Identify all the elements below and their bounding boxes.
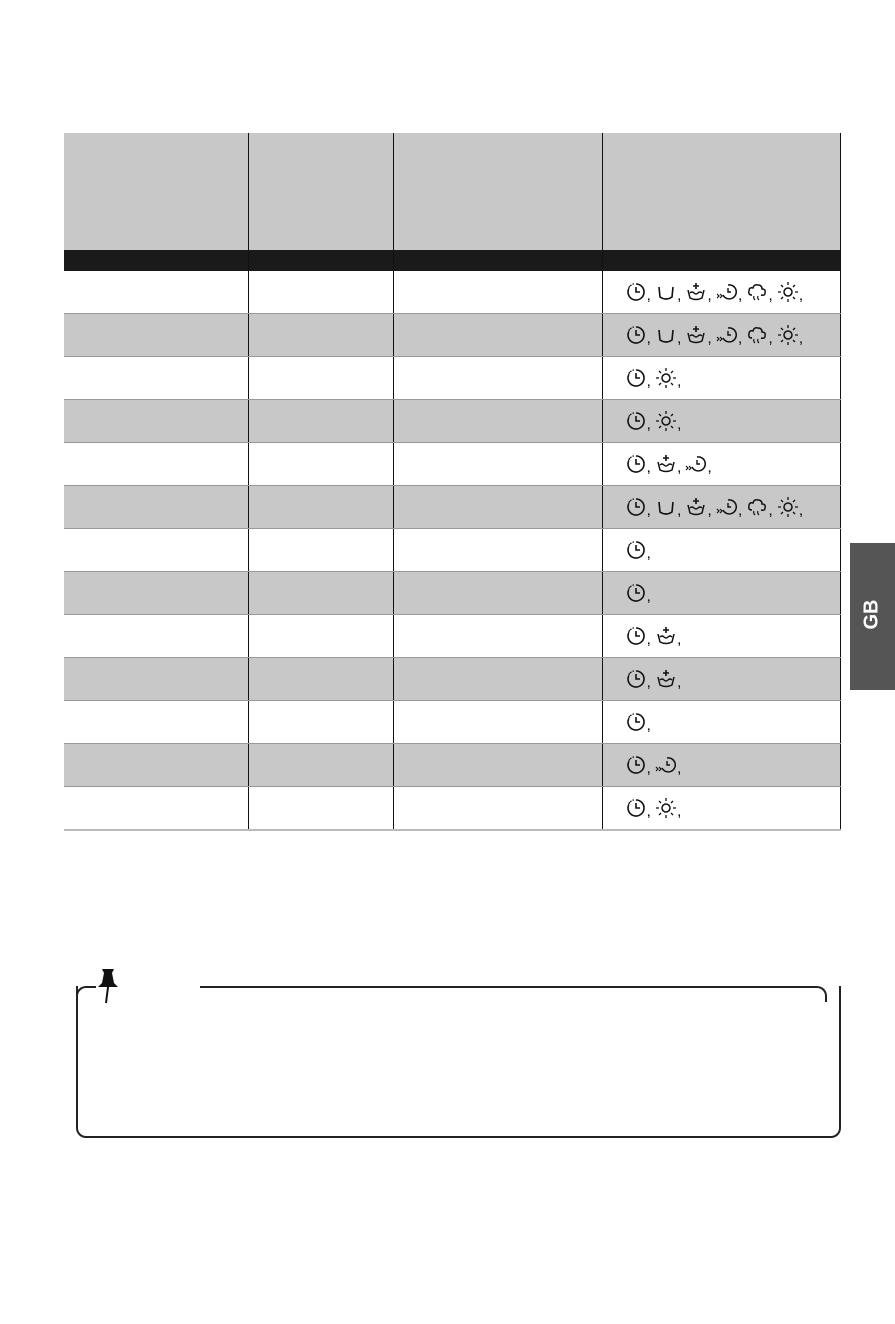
- table-cell: [602, 529, 840, 572]
- option-icons: [603, 625, 840, 647]
- separator-comma: ,: [707, 459, 712, 476]
- quick-icon: [655, 754, 677, 776]
- separator-comma: ,: [676, 459, 682, 476]
- quick-icon: [716, 281, 738, 303]
- timer-icon: [625, 797, 647, 819]
- table-cell: [393, 314, 602, 357]
- language-tab: [850, 543, 895, 690]
- table-cell: [602, 443, 840, 486]
- table-cell: [602, 744, 840, 787]
- separator-comma: ,: [768, 287, 773, 304]
- table-cell: [248, 787, 393, 831]
- language-tab-label: GB: [860, 599, 883, 630]
- separator-comma: ,: [646, 330, 651, 347]
- option-icons: [603, 668, 840, 690]
- separator-comma: ,: [768, 502, 773, 519]
- table-cell: [64, 314, 248, 357]
- table-cell: [393, 357, 602, 400]
- option-icons: [603, 367, 840, 389]
- table-cell: [248, 701, 393, 744]
- timer-icon: [625, 668, 647, 690]
- table-cell: [248, 314, 393, 357]
- table-cell: [393, 572, 602, 615]
- separator-comma: ,: [798, 287, 804, 304]
- separator-comma: ,: [646, 588, 651, 605]
- table-cell: [393, 486, 602, 529]
- separator-comma: ,: [768, 330, 773, 347]
- dry-icon: [655, 410, 677, 432]
- quick-icon: [685, 453, 707, 475]
- dry-icon: [655, 797, 677, 819]
- table-cell: [64, 443, 248, 486]
- table-cell: [64, 400, 248, 443]
- steam-icon: [746, 324, 768, 346]
- timer-icon: [625, 582, 647, 604]
- option-icons: [603, 453, 840, 475]
- table-cell: [64, 615, 248, 658]
- table-cell: [602, 787, 840, 831]
- separator-comma: ,: [646, 416, 651, 433]
- table-row: [64, 400, 840, 443]
- table-row: [64, 357, 840, 400]
- separator-comma: ,: [676, 416, 682, 433]
- option-icons: [603, 582, 840, 604]
- extra-rinse-icon: [655, 625, 677, 647]
- timer-icon: [625, 410, 647, 432]
- table-cell: [248, 615, 393, 658]
- timer-icon: [625, 281, 647, 303]
- table-cell: [64, 701, 248, 744]
- separator-comma: ,: [676, 330, 682, 347]
- table-cell: [602, 658, 840, 701]
- separator-comma: ,: [676, 674, 682, 691]
- pushpin-icon: [92, 965, 122, 1005]
- separator-comma: ,: [646, 502, 651, 519]
- steam-icon: [746, 496, 768, 518]
- table-cell: [248, 529, 393, 572]
- timer-icon: [625, 625, 647, 647]
- table-cell: [393, 271, 602, 314]
- header-cell: [248, 133, 393, 250]
- option-icons: [603, 797, 840, 819]
- separator-comma: ,: [707, 330, 712, 347]
- dry-icon: [777, 324, 799, 346]
- separator-comma: ,: [676, 287, 682, 304]
- separator-comma: ,: [737, 287, 743, 304]
- option-icons: [603, 711, 840, 733]
- table-cell: [602, 271, 840, 314]
- separator-comma: ,: [676, 760, 682, 777]
- table-cell: [393, 529, 602, 572]
- header-cell: [64, 133, 248, 250]
- table-cell: [248, 744, 393, 787]
- table-row: [64, 271, 840, 314]
- option-icons: [603, 281, 840, 303]
- table-cell: [393, 658, 602, 701]
- table-cell: [602, 572, 840, 615]
- program-table: [64, 133, 841, 831]
- timer-icon: [625, 539, 647, 561]
- header-cell: [602, 133, 840, 250]
- separator-comma: ,: [798, 330, 804, 347]
- dry-icon: [655, 367, 677, 389]
- table-cell: [602, 400, 840, 443]
- prewash-icon: [655, 324, 677, 346]
- separator-comma: ,: [737, 330, 743, 347]
- table-cell: [248, 486, 393, 529]
- note-box-top-border: [200, 986, 827, 1002]
- timer-icon: [625, 367, 647, 389]
- table-row: [64, 744, 840, 787]
- prewash-icon: [655, 281, 677, 303]
- table-cell: [248, 400, 393, 443]
- timer-icon: [625, 324, 647, 346]
- table-row: [64, 658, 840, 701]
- quick-icon: [716, 496, 738, 518]
- header-cell: [393, 133, 602, 250]
- table-cell: [248, 357, 393, 400]
- extra-rinse-icon: [685, 324, 707, 346]
- table-cell: [393, 701, 602, 744]
- separator-comma: ,: [646, 803, 651, 820]
- table-cell: [602, 615, 840, 658]
- table-cell: [64, 572, 248, 615]
- table-cell: [393, 615, 602, 658]
- table-cell: [602, 486, 840, 529]
- table-cell: [248, 443, 393, 486]
- table-row: [64, 443, 840, 486]
- table-cell: [248, 271, 393, 314]
- separator-comma: ,: [646, 717, 651, 734]
- steam-icon: [746, 281, 768, 303]
- table-header-row: [64, 133, 840, 250]
- separator-comma: ,: [646, 545, 651, 562]
- separator-comma: ,: [676, 502, 682, 519]
- table-cell: [64, 271, 248, 314]
- table-cell: [64, 744, 248, 787]
- dry-icon: [777, 496, 799, 518]
- table-row: [64, 314, 840, 357]
- extra-rinse-icon: [685, 281, 707, 303]
- separator-comma: ,: [676, 373, 682, 390]
- table-cell: [64, 529, 248, 572]
- table-cell: [602, 314, 840, 357]
- separator-comma: ,: [707, 287, 712, 304]
- table-cell: [602, 357, 840, 400]
- table-cell: [64, 787, 248, 831]
- option-icons: [603, 754, 840, 776]
- table-cell: [602, 701, 840, 744]
- timer-icon: [625, 754, 647, 776]
- separator-comma: ,: [646, 631, 651, 648]
- separator-comma: ,: [676, 803, 682, 820]
- separator-comma: ,: [707, 502, 712, 519]
- separator-comma: ,: [798, 502, 804, 519]
- prewash-icon: [655, 496, 677, 518]
- table-cell: [64, 357, 248, 400]
- table-row: [64, 529, 840, 572]
- table-row: [64, 615, 840, 658]
- separator-comma: ,: [646, 373, 651, 390]
- note-box: [76, 986, 841, 1138]
- table-row: [64, 787, 840, 831]
- separator-comma: ,: [737, 502, 743, 519]
- table-row: [64, 486, 840, 529]
- extra-rinse-icon: [655, 668, 677, 690]
- separator-comma: ,: [676, 631, 682, 648]
- table-section-band: [64, 250, 840, 271]
- extra-rinse-icon: [655, 453, 677, 475]
- table-cell: [393, 443, 602, 486]
- table-cell: [64, 658, 248, 701]
- separator-comma: ,: [646, 674, 651, 691]
- table-cell: [248, 658, 393, 701]
- table-cell: [64, 486, 248, 529]
- table-cell: [248, 572, 393, 615]
- option-icons: [603, 496, 840, 518]
- separator-comma: ,: [646, 760, 651, 777]
- separator-comma: ,: [646, 459, 651, 476]
- dry-icon: [777, 281, 799, 303]
- separator-comma: ,: [646, 287, 651, 304]
- table-cell: [393, 744, 602, 787]
- option-icons: [603, 324, 840, 346]
- timer-icon: [625, 711, 647, 733]
- option-icons: [603, 539, 840, 561]
- option-icons: [603, 410, 840, 432]
- timer-icon: [625, 496, 647, 518]
- table-cell: [393, 400, 602, 443]
- extra-rinse-icon: [685, 496, 707, 518]
- table-row: [64, 572, 840, 615]
- timer-icon: [625, 453, 647, 475]
- quick-icon: [716, 324, 738, 346]
- table-row: [64, 701, 840, 744]
- table-cell: [393, 787, 602, 831]
